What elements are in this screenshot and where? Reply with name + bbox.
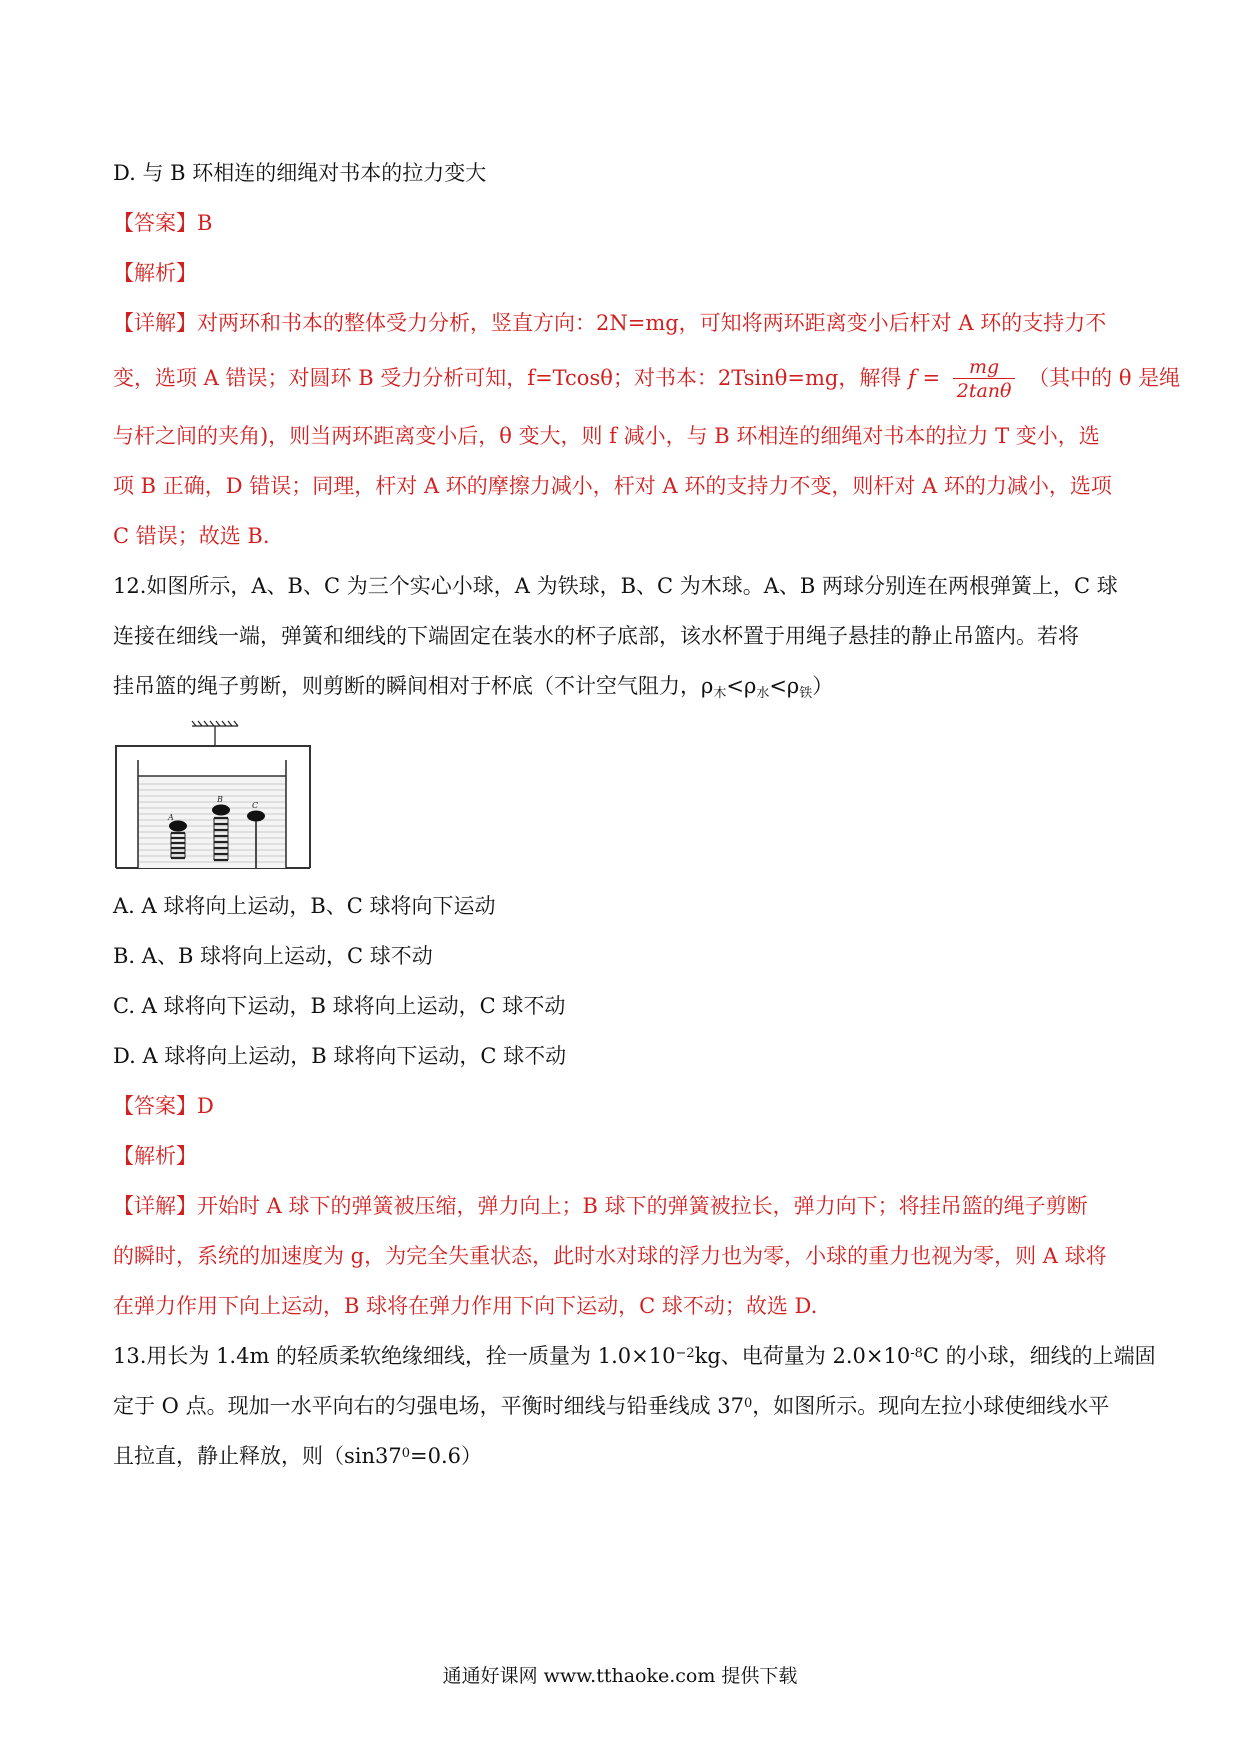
formula-fraction xyxy=(953,356,1016,403)
q12-stem3-post: ） xyxy=(812,674,834,698)
rho-wood-sub: 木 xyxy=(713,686,727,701)
ball-c-label: C xyxy=(252,801,259,810)
q11-option-d: D. 与 B 环相连的细绳对书本的拉力变大 xyxy=(113,161,487,185)
q12-option-a: A. A 球将向上运动，B、C 球将向下运动 xyxy=(113,894,496,918)
q11-answer: 【答案】B xyxy=(113,211,213,235)
q13-stem-line2 xyxy=(113,1391,1133,1425)
q11-detail-line2 xyxy=(113,350,1181,406)
q11-detail-line5: C 错误；故选 B. xyxy=(113,524,270,548)
exponent-2: -8 xyxy=(910,1346,923,1361)
ball-b-label: B xyxy=(217,795,223,804)
q11-analysis-heading: 【解析】 xyxy=(113,261,197,285)
q12-detail-line2: 的瞬时，系统的加速度为 g，为完全失重状态，此时水对球的浮力也为零，小球的重力也视为零，则 A 球将 xyxy=(113,1244,1107,1268)
q13-line3-b: =0.6） xyxy=(410,1444,483,1468)
q13-line2-a: 定于 O 点。现加一水平向右的匀强电场，平衡时细线与铅垂线成 37 xyxy=(113,1394,744,1418)
formula-denominator: 2tanθ xyxy=(956,380,1012,402)
q11-detail-line3: 与杆之间的夹角)，则当两环距离变小后，θ 变大，则 f 减小，与 B 环相连的细绳对书本的拉力 T 变小，选 xyxy=(113,424,1100,448)
rho-iron-sub: 铁 xyxy=(799,686,813,701)
q11-detail-line1: 【详解】对两环和书本的整体受力分析，竖直方向：2N=mg，可知将两环距离变小后杆对 A 环的支持力不 xyxy=(113,311,1107,335)
q13-line1-c: C 的小球，细线的上端固 xyxy=(922,1344,1156,1368)
q13-stem-line1 xyxy=(113,1341,1156,1375)
q12-stem3-pre: 挂吊篮的绳子剪断，则剪断的瞬间相对于杯底（不计空气阻力，ρ xyxy=(113,674,714,698)
q11-detail-line2-pre: 变，选项 A 错误；对圆环 B 受力分析可知，f=Tcosθ；对书本：2Tsinθ=mg，解得 xyxy=(113,366,902,390)
ceiling-hatch-icon xyxy=(192,721,238,726)
lt-2: <ρ xyxy=(769,674,800,698)
formula-lhs: f = xyxy=(908,366,941,390)
q11-detail-line2-post: （其中的 θ 是绳 xyxy=(1028,366,1181,390)
q12-stem-line2: 连接在细线一端，弹簧和细线的下端固定在装水的杯子底部，该水杯置于用绳子悬挂的静止吊篮内。若将 xyxy=(113,624,1079,648)
q12-stem-line3 xyxy=(113,671,1133,705)
q12-answer: 【答案】D xyxy=(113,1094,214,1118)
q12-stem-line1: 12.如图所示，A、B、C 为三个实心小球，A 为铁球，B、C 为木球。A、B 两球分别连在两根弹簧上，C 球 xyxy=(113,574,1118,598)
exponent-3: 0 xyxy=(743,1396,753,1411)
rho-water-sub: 水 xyxy=(756,686,770,701)
q12-analysis-heading: 【解析】 xyxy=(113,1144,197,1168)
q13-line1-a: 13.用长为 1.4m 的轻质柔软绝缘细线，拴一质量为 1.0×10 xyxy=(113,1344,676,1368)
ball-a-label: A xyxy=(168,813,174,822)
q13-line1-b: kg、电荷量为 2.0×10 xyxy=(694,1344,911,1368)
page-footer: 通通好课网 www.tthaoke.com 提供下载 xyxy=(442,1665,798,1687)
q11-detail-line4: 项 B 正确，D 错误；同理，杆对 A 环的摩擦力减小，杆对 A 环的支持力不变，则杆对 A 环的力减小，选项 xyxy=(113,474,1112,498)
lt-1: <ρ xyxy=(726,674,757,698)
q13-stem-line3 xyxy=(113,1441,1133,1475)
q13-line2-b: ，如图所示。现向左拉小球使细线水平 xyxy=(752,1394,1110,1418)
exponent-1: −2 xyxy=(675,1346,695,1361)
q12-option-b: B. A、B 球将向上运动，C 球不动 xyxy=(113,944,433,968)
q12-option-d: D. A 球将向上运动，B 球将向下运动，C 球不动 xyxy=(113,1044,567,1068)
q12-detail-line3: 在弹力作用下向上运动，B 球将在弹力作用下向下运动，C 球不动；故选 D. xyxy=(113,1294,818,1318)
q13-line3-a: 且拉直，静止释放，则（sin37 xyxy=(113,1444,402,1468)
q12-detail-line1: 【详解】开始时 A 球下的弹簧被压缩，弹力向上；B 球下的弹簧被拉长，弹力向下；将挂吊篮的绳子剪断 xyxy=(113,1194,1088,1218)
formula-numerator: mg xyxy=(953,356,1016,379)
exponent-4: 0 xyxy=(401,1446,411,1461)
q12-option-c: C. A 球将向下运动，B 球将向上运动，C 球不动 xyxy=(113,994,566,1018)
basket-cup-figure xyxy=(114,720,312,872)
